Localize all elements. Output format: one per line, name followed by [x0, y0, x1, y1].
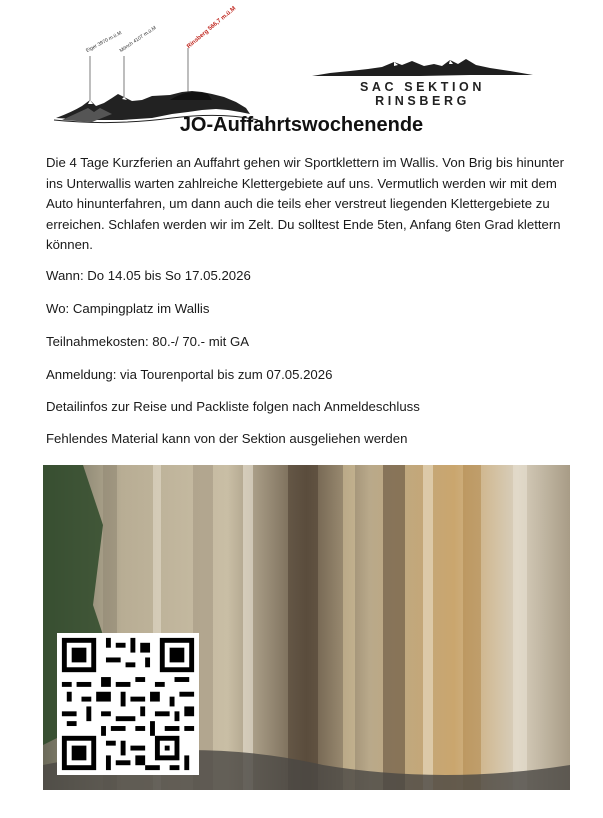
- peak-label-rinsberg: Rinsberg 566,7 m.ü.M: [186, 5, 238, 50]
- club-name: SAC SEKTION RINSBERG: [359, 80, 486, 108]
- climbing-wall-photo: [43, 465, 570, 790]
- intro-paragraph: Die 4 Tage Kurzferien an Auffahrt gehen wir Sportklettern im Wallis. Von Brig bis hinunter ins Unterwallis warten zahlreiche Klettergebiete auf uns. Vermutlich werden wir mit dem Auto hinunterfahren, um dann auch die teils eher verstreut liegenden Klettergebiete zu erreichen. Schlafen werden wir im Zelt. Du solltest Ende 5ten, Anfang 6ten Grad klettern können.: [46, 155, 564, 253]
- detail-registration: Anmeldung: via Tourenportal bis zum 07.05.2026: [46, 367, 333, 382]
- qr-code[interactable]: [57, 633, 199, 775]
- mountain-panorama-icon: [52, 5, 262, 126]
- peak-label-moench: Mönch 4107 m.ü.M: [118, 25, 158, 54]
- detail-material: Fehlendes Material kann von der Sektion ausgeliehen werden: [46, 431, 408, 446]
- detail-cost: Teilnahmekosten: 80.-/ 70.- mit GA: [46, 334, 250, 349]
- detail-date: Wann: Do 14.05 bis So 17.05.2026: [46, 268, 251, 283]
- qr-code-icon: [57, 633, 199, 775]
- detail-location: Wo: Campingplatz im Wallis: [46, 301, 210, 316]
- detail-info: Detailinfos zur Reise und Packliste folgen nach Anmeldeschluss: [46, 399, 420, 414]
- peak-label-eiger: Eiger 3970 m.ü.M: [85, 30, 123, 54]
- page-title: JO-Auffahrtswochenende: [179, 114, 424, 136]
